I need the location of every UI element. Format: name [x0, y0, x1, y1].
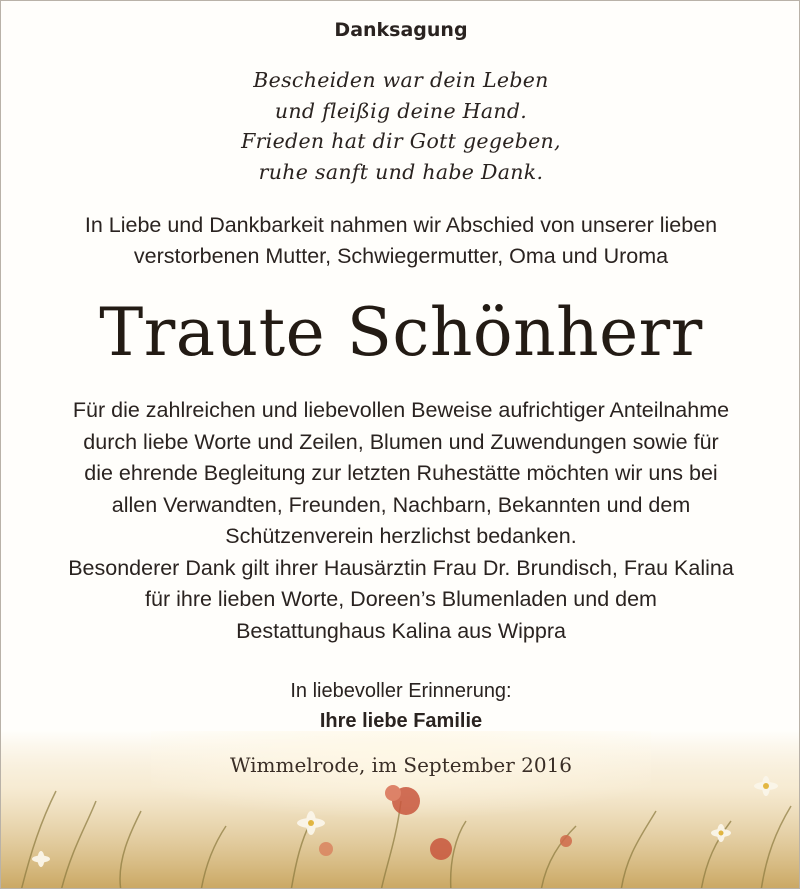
poem-line: ruhe sanft und habe Dank.: [258, 159, 544, 184]
poem-line: und fleißig deine Hand.: [274, 98, 528, 123]
thanks-line: allen Verwandten, Freunden, Nachbarn, Bekannten und dem: [111, 492, 691, 517]
thanks-line: Besonderer Dank gilt ihrer Hausärztin Frau Dr. Brundisch, Frau Kalina: [68, 555, 734, 580]
deceased-name: Traute Schönherr: [99, 294, 703, 371]
thanks-line: für ihre lieben Worte, Doreen’s Blumenladen und dem: [145, 587, 657, 611]
thanks-line: die ehrende Begleitung zur letzten Ruhestätte möchten wir uns bei: [84, 461, 718, 485]
thanks-line: Bestattunghaus Kalina aus Wippra: [236, 618, 566, 643]
place-date: Wimmelrode, im September 2016: [229, 753, 573, 777]
family-signature: Ihre liebe Familie: [319, 710, 483, 732]
thanks-text: [1, 395, 800, 647]
poem-line: Frieden hat dir Gott gegeben,: [241, 129, 561, 153]
thanks-line: Schützenverein herzlichst bedanken.: [225, 524, 577, 548]
closing-line: In liebevoller Erinnerung:: [290, 680, 512, 702]
closing-block: [1, 676, 800, 736]
intro-text: [1, 210, 800, 271]
intro-line: verstorbenen Mutter, Schwiegermutter, Oma und Uroma: [133, 243, 669, 268]
thanks-line: durch liebe Worte und Zeilen, Blumen und Zuwendungen sowie für: [83, 429, 719, 454]
notice-heading: Danksagung: [334, 19, 468, 41]
thanks-line: Für die zahlreichen und liebevollen Beweise aufrichtiger Anteilnahme: [72, 398, 730, 422]
intro-line: In Liebe und Dankbarkeit nahmen wir Abschied von unserer lieben: [84, 213, 718, 237]
poem: [1, 65, 800, 187]
poem-line: Bescheiden war dein Leben: [253, 68, 549, 92]
